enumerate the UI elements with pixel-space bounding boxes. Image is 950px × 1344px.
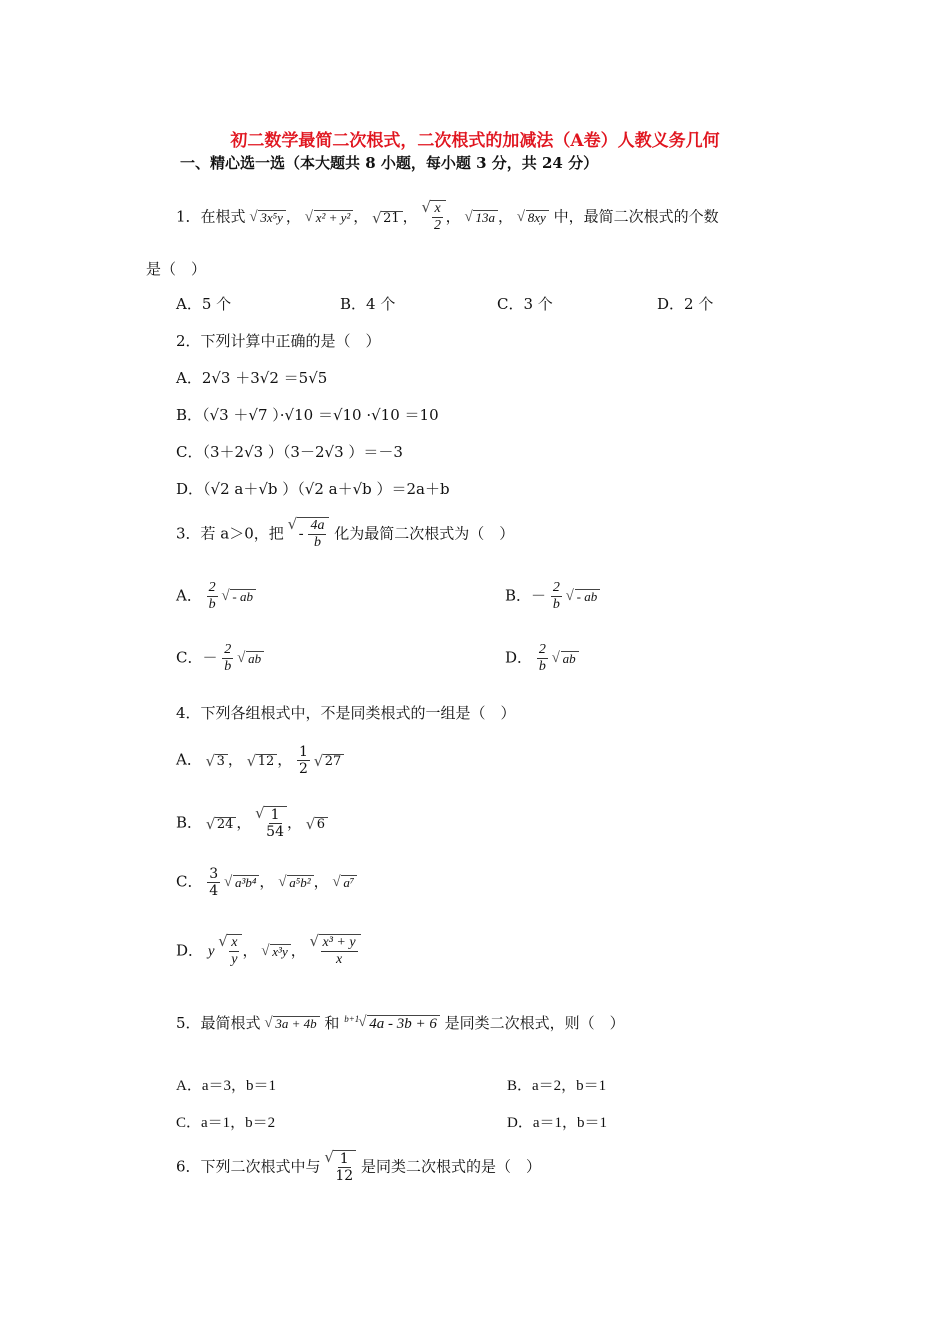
option-a: A．a＝3，b＝1 — [176, 1078, 276, 1094]
option-b: B．－ $\frac{2}{b}$ √ - ab — [505, 580, 600, 613]
option-c: C．（3＋2√3 ）（3－2√3 ）＝－3 — [176, 443, 403, 461]
question-2-stem: 2．下列计算中正确的是（ ） — [176, 332, 381, 350]
question-1-stem-cont: 是（ ） — [146, 260, 207, 278]
question-5-stem: 5．最简根式 √ 3a + 4b 和 $^{b+1}$√ 4a - 3b + 6 是同类二次根式，则（ ） — [176, 1012, 625, 1033]
section-heading: 一、精心选一选（本大题共 8 小题，每小题 3 分，共 24 分） — [180, 154, 599, 172]
option-d: D．a＝1，b＝1 — [507, 1115, 607, 1131]
question-6-stem: 6．下列二次根式中与 √ $\frac{1}{12}$ 是同类二次根式的是（ ） — [176, 1150, 541, 1184]
radical-fraction: √ - $\frac{4a}{b}$ — [297, 517, 330, 551]
option-b: B． √ 24 ， √ $\frac{1}{54}$ ， √ 6 — [176, 806, 328, 840]
option-a: A． $\frac{2}{b}$ √ - ab — [176, 580, 256, 613]
radical-fraction: √ $\frac{x}{2}$ — [430, 200, 445, 234]
option-c: C．3 个 — [497, 295, 553, 313]
option-c: C．－ $\frac{2}{b}$ √ ab — [176, 642, 264, 675]
option-b: B．4 个 — [340, 295, 396, 313]
radical: √ 21 — [381, 211, 403, 226]
page-title: 初二数学最简二次根式，二次根式的加减法（A卷）人教义务几何 — [230, 131, 720, 151]
question-1-stem: 1．在根式 √ 3x⁵y ， √ x² + y² ， √ 21 ， √ $\frac{x}{2}$ ， √ 13a ， √ 8xy 中，最简二次根式的个数 — [176, 200, 719, 234]
option-b: B．a＝2，b＝1 — [507, 1078, 607, 1094]
option-c: C． $\frac{3}{4}$ √ a³b⁴ ， √ a⁵b² ， √ a⁷ — [176, 866, 357, 899]
radical: √ 13a — [473, 210, 498, 225]
radical: √ 3x⁵y — [258, 210, 286, 225]
option-b: B．（√3 ＋√7 ）·√10 ＝√10 ·√10 ＝10 — [176, 406, 439, 424]
option-a: A．5 个 — [176, 295, 232, 313]
option-d: D． y √ $\frac{x}{y}$ ， √ x³y ， √ $\frac{\text{x³ + y}}{x}$ — [176, 934, 361, 968]
option-a: A． √ 3 ， √ 12 ， $\frac{1}{2}$ √ 27 — [176, 744, 344, 777]
radical: √ x² + y² — [314, 210, 354, 225]
option-d: D．2 个 — [657, 295, 714, 313]
option-a: A．2√3 ＋3√2 ＝5√5 — [176, 369, 328, 387]
question-4-stem: 4．下列各组根式中，不是同类根式的一组是（ ） — [176, 704, 516, 722]
question-3-stem: 3．若 a＞0，把 √ - $\frac{4a}{b}$ 化为最简二次根式为（ ） — [176, 517, 514, 551]
option-d: D． $\frac{2}{b}$ √ ab — [505, 642, 579, 675]
option-d: D．（√2 a＋√b ）（√2 a＋√b ）＝2a＋b — [176, 480, 450, 498]
radical: √ 8xy — [526, 210, 549, 225]
option-c: C．a＝1，b＝2 — [176, 1115, 276, 1131]
